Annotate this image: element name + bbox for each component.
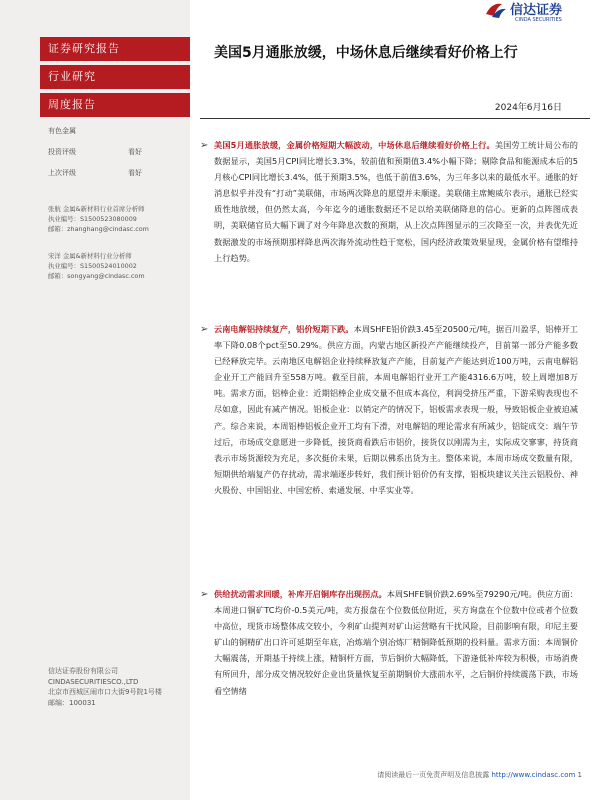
analyst-name-title: 张航 金属&新材料行业首席分析师 xyxy=(48,205,145,213)
report-kind-label: 周度报告 xyxy=(40,93,190,117)
company-info xyxy=(48,666,188,708)
rating-row xyxy=(48,147,188,157)
brand-logo xyxy=(484,0,592,22)
page-number: 1 xyxy=(577,771,582,779)
company-name-en: CINDASECURITIESCO.,LTD xyxy=(48,677,139,686)
section-body: 本周SHFE铜价跌2.69%至79290元/吨。供应方面：本周进口铜矿TC均价-0.5美元/吨，卖方报盘在个位数低位附近，买方询盘在个位数中位或者个位数中高位，现货市场整体成交较小，今利矿山提判对矿山运营略有干扰风险，目前影响有限，印尼主要矿山的铜精矿出口许可延期至年底，冶炼端个别冶炼厂精铜降低预期的投料量。需求方面：本周铜价大幅震荡，开期基于持续上涨，精铜杆方面，节后铜价大幅降低，下游逢低补库较为积极，市场消费有所回升，部分成交情况较好企业出货量恢复至前期铜价大涨前水平，之后铜价持续震荡下跌，市场看空情绪 xyxy=(214,589,578,696)
analyst-block xyxy=(48,204,188,234)
section-paragraph xyxy=(214,137,578,266)
footer-disclaimer: 请阅读最后一页免责声明及信息披露 xyxy=(377,771,490,779)
footer-url-link[interactable]: http://www.cindasc.com xyxy=(491,771,576,779)
analyst-name-title: 宋洋 金属&新材料行业分析师 xyxy=(48,252,132,260)
divider xyxy=(200,118,590,119)
rating-value: 看好 xyxy=(128,148,142,156)
section-body: 美国劳工统计局公布的数据显示，美国5月CPI同比增长3.3%，较前值和预期值3.4%小幅下降；剔除食品和能源成本后的5月核心CPI同比增长3.4%，低于预期3.5%，也低于前值3.6%，为三年多以来的最低水平。通胀的好消息似乎并没有“打动”美联储，市场两次降息的愿望并未顺遂。美联储主席鲍威尔表示，通胀已经实质性地放缓，但仍然太高，今年迄今的通胀数据还不足以给美联储降息的信心。更新的点阵图成表明，美联储官员大幅下调了对今年降息次数的预期，从上次点阵图显示的三次降至一次，并表优先近数据激发的市场预期那样降息两次海外流动性趋于宽松，国内经济政策效果显现，金属价格有望维持上行趋势。 xyxy=(214,140,578,263)
section-paragraph xyxy=(214,321,578,498)
analyst-block xyxy=(48,251,188,281)
brand-name-en: CINDA SECURITIES xyxy=(515,17,562,22)
left-sidebar xyxy=(0,0,190,800)
brand-name: 信达证券 xyxy=(510,3,563,18)
industry-label: 有色金属 xyxy=(48,127,76,135)
prev-rating-value: 看好 xyxy=(128,169,142,177)
analyst-license: 执业编号：S1500524010002 xyxy=(48,262,137,270)
page-footer xyxy=(300,770,582,780)
rating-label: 投资评级 xyxy=(48,148,76,156)
bullet-arrow-icon: ➢ xyxy=(200,324,209,335)
company-address: 北京市西城区闹市口大街9号院1号楼 xyxy=(48,688,162,696)
company-name-cn: 信达证券股份有限公司 xyxy=(48,667,118,675)
company-postcode: 邮编：100031 xyxy=(48,698,96,707)
bullet-arrow-icon: ➢ xyxy=(200,140,209,151)
analyst-license: 执业编号：S1500523080009 xyxy=(48,215,137,223)
section-body: 本周SHFE铝价跌3.45至20500元/吨，据百川盈孚，铝棒开工率下降0.08个pct至50.29%。供应方面，内蒙古地区新投产产能继续投产，目前第一部分产能多数已经释放完毕。云南地区电解铝企业持续释放复产产能，目前复产产能达到近100万吨，云南电解铝企业开工产能回升至558万吨。截至目前，本周电解铝行业开工产能4316.6万吨，较上周增加8万吨。需求方面，铝棒企业：近期铝棒企业成交量不但成本高位，利润受挤压严重，下游采购表现也不尽如意，因此有减产情况。铝板企业：以销定产的情况下，铝板需求表现一般，导致铝板企业被迫减产。综合来说，本周铝棒铝板企业开工均有下滑，对电解铝的理论需求有所减少，铝锭成交：端午节过后，市场成交意愿进一步降低，接货商看跌后市铝价，接货仅以刚需为主，实际成交寥寥，持货商表示市场货源较为充足，多次挺价未果，后期以佛系出货为主。整体来说，本周市场成交数量有限，短期供给端复产仍存扰动，需求端逐步转好，我们预计铝价仍有支撑，铝板块建议关注云铝股份、神火股份、中国铝业、中国宏桥、索通发展、中孚实业等。 xyxy=(214,324,578,495)
section-lead: 云南电解铝持续复产，铝价短期下跌。 xyxy=(214,324,354,334)
analyst-email[interactable]: 邮箱：zhanghang@cindasc.com xyxy=(48,225,149,233)
category-label: 行业研究 xyxy=(40,65,190,89)
doc-type-label: 证券研究报告 xyxy=(40,37,190,61)
page-title: 美国5月通胀放缓，中场休息后继续看好价格上行 xyxy=(214,45,518,61)
bullet-arrow-icon: ➢ xyxy=(200,589,209,600)
prev-rating-label: 上次评级 xyxy=(48,169,76,177)
report-date: 2024年6月16日 xyxy=(494,103,562,113)
prev-rating-row xyxy=(48,168,188,178)
section-lead: 美国5月通胀放缓，金属价格短期大幅波动，中场休息后继续看好价格上行。 xyxy=(214,140,495,150)
analyst-email[interactable]: 邮箱：songyang@cindasc.com xyxy=(48,272,145,280)
section-paragraph xyxy=(214,586,578,758)
section-lead: 供给扰动需求回暖，补库开启铜库存出现拐点。 xyxy=(214,589,387,599)
